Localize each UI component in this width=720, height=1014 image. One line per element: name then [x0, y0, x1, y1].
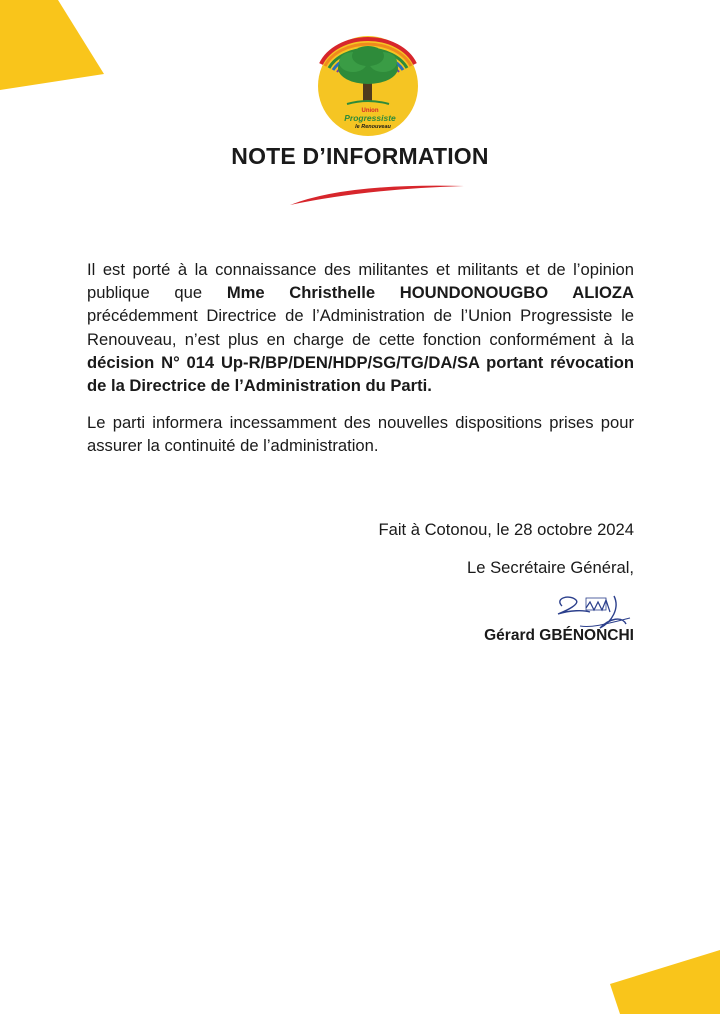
paragraph-continuity: Le parti informera incessamment des nouvelles dispositions prises pour assurer la continuité de l’administration. — [87, 413, 634, 456]
signatory-name: Gérard GBÉNONCHI — [484, 627, 634, 644]
logo-text-union: Union — [361, 108, 379, 114]
logo-text-progressiste: Progressiste — [344, 113, 396, 123]
page-title: NOTE D’INFORMATION — [231, 143, 489, 169]
party-logo — [313, 22, 423, 140]
document-body — [87, 258, 634, 472]
place-and-date: Fait à Cotonou, le 28 octobre 2024 — [378, 520, 634, 539]
decision-reference: décision N° 014 Up-R/BP/DEN/HDP/SG/TG/DA/SA portant révocation de la Directrice de l’Administration du Parti. — [87, 352, 634, 396]
red-swoosh-divider — [286, 180, 468, 213]
logo-text-renouveau: le Renouveau — [355, 124, 391, 130]
corner-decoration-top-left — [0, 0, 110, 90]
signatory-role: Le Secrétaire Général, — [467, 558, 634, 577]
person-name: Mme Christhelle HOUNDONOUGBO ALIOZA — [226, 283, 634, 303]
paragraph-revocation: Il est porté à la connaissance des militantes et militants et de l’opinion publique que Mme Christhelle HOUNDONOUGBO ALIOZA précédemment Directrice de l’Administration de l’Union Progressiste le Renouveau, n’est plus en charge de cette fonction conformément à la décision N° 014 Up-R/BP/DEN/HDP/SG/TG/DA/SA portant révocation de la Directrice de l’Administration du Parti. — [87, 260, 634, 396]
corner-decoration-bottom-right — [610, 950, 720, 1014]
